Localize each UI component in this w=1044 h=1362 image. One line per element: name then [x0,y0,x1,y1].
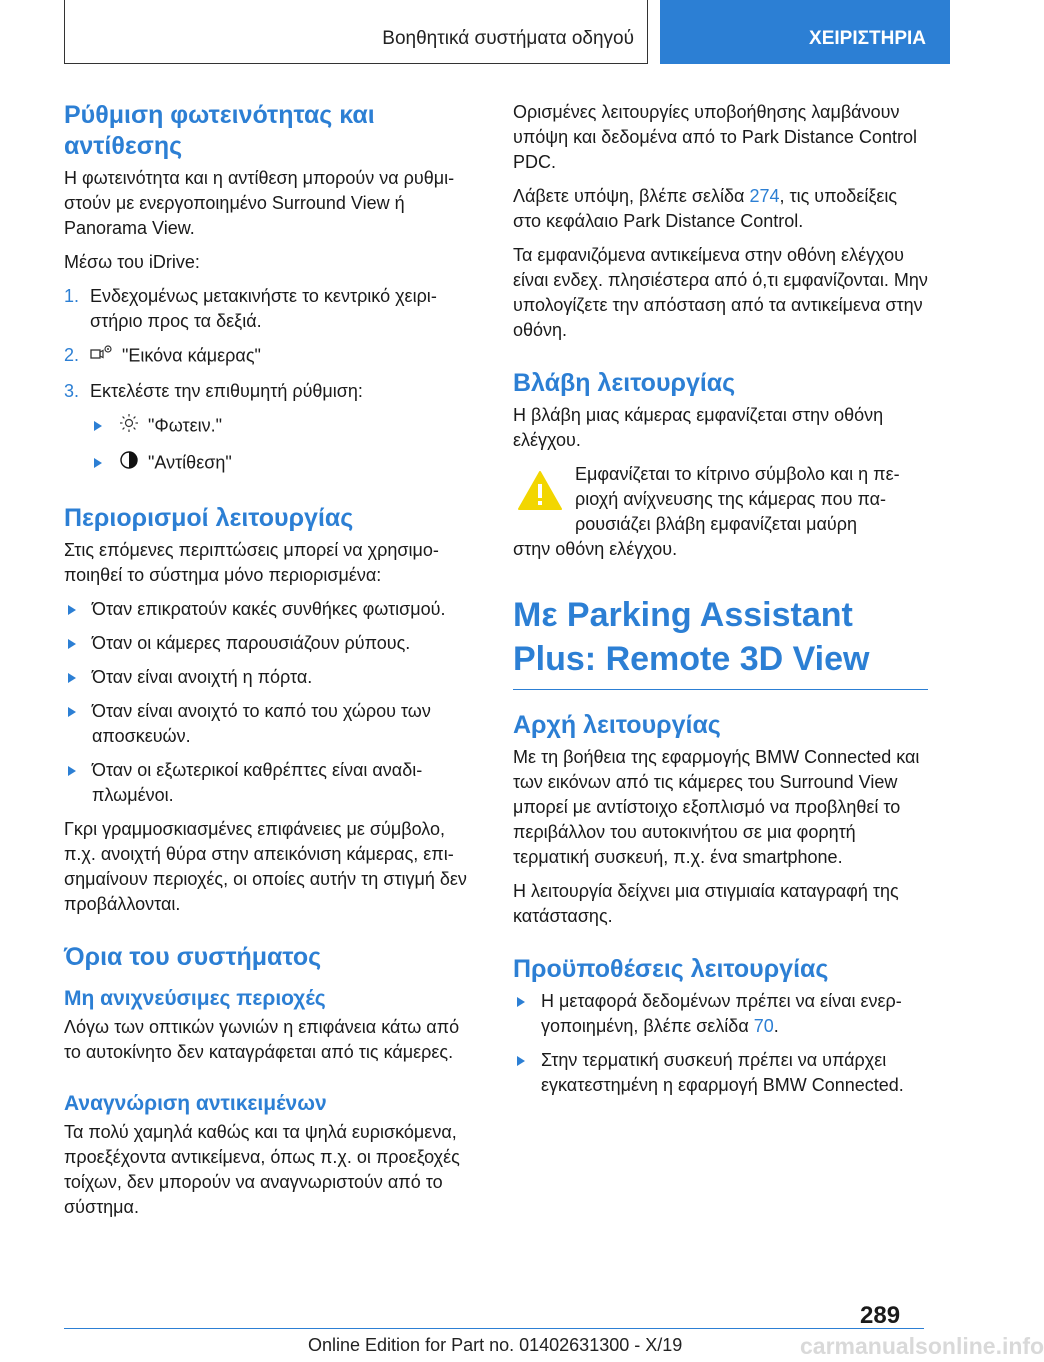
bullet-triangle-icon [68,605,76,615]
footer-edition: Online Edition for Part no. 01402631300 - X/19 [308,1335,683,1355]
list-item: Όταν οι εξωτερικοί καθρέπτες είναι αναδιπλωμένοι. [64,758,479,808]
step-text: Ενδεχομένως μετακινήστε το κεντρικό χειριστήριο προς τα δεξιά. [90,286,437,331]
warning-text: Εμφανίζεται το κίτρινο σύμβολο και η περιοχή ανίχνευσης της κάμερας που παρουσιάζει βλάβη εμφανίζεται μαύρη [575,464,900,534]
right-column [513,100,928,1107]
bullet-triangle-icon [94,421,102,431]
paragraph-malfunction: Η βλάβη μιας κάμερας εμφανίζεται στην οθόνη ελέγχου. [513,405,884,450]
substep-item [90,413,479,440]
bullet-triangle-icon [68,673,76,683]
heading-nondetectable-areas: Μη ανιχνεύσιμες περιοχές [64,987,326,1010]
paragraph-snapshot: Η λειτουργία δείχνει μια στιγμιαία καταγραφή της κατάστασης. [513,881,899,926]
prerequisites-list [513,989,928,1098]
heading-brightness-contrast: Ρύθμιση φωτεινότητας και αντίθεσης [64,101,375,160]
steps-list [64,284,479,404]
bullet-triangle-icon [68,639,76,649]
chapter-title: Βοηθητικά συστήματα οδηγού [382,28,634,49]
page-link-274[interactable]: 274 [749,186,780,206]
substep-item [90,450,479,477]
step-item [64,379,479,404]
heading-system-limits: Όρια του συστήματος [64,943,322,971]
heading-object-recognition: Αναγνώριση αντικειμένων [64,1092,327,1115]
bullet-triangle-icon [68,766,76,776]
paragraph-pdc-note: Λάβετε υπόψη, βλέπε σελίδα 274, τις υποδείξεις στο κεφάλαιο Park Distance Control. [513,186,898,231]
bullet-triangle-icon [94,458,102,468]
paragraph-object-recognition: Τα πολύ χαμηλά καθώς και τα ψηλά ευρισκόμενα, προεξέχοντα αντικείμενα, όπως π.χ. οι προεξοχές τοίχων, δεν μπορούν να αναγνωριστούν από το σύστημα. [64,1122,460,1217]
paragraph-principle: Με τη βοήθεια της εφαρμογής BMW Connected και των εικόνων από τις κάμερες του Surround View μπορεί με αντίστοιχο εξοπλισμό να προβληθεί το περιβάλλον του αυτοκινήτου σε μια φορητή τερματική συσκευή, π.χ. ένα smartphone. [513,747,920,867]
heading-remote-3d-view: Με Parking Assistant Plus: Remote 3D View [513,596,870,678]
camera-settings-icon [90,343,114,370]
sun-icon [118,413,140,440]
list-item: Όταν επικρατούν κακές συνθήκες φωτισμού. [64,597,479,622]
paragraph-nondetectable: Λόγω των οπτικών γωνιών η επιφάνεια κάτω από το αυτοκίνητο δεν καταγράφεται από τις κάμερες. [64,1017,460,1062]
paragraph-pdc: Ορισμένες λειτουργίες υποβοήθησης λαμβάνουν υπόψη και δεδομένα από το Park Distance Control PDC. [513,102,917,172]
list-item: Όταν οι κάμερες παρουσιάζουν ρύπους. [64,631,479,656]
list-item: Όταν είναι ανοιχτό το καπό του χώρου των αποσκευών. [64,699,479,749]
warning-note [513,462,928,562]
page-number: 289 [860,1302,901,1329]
section-tab[interactable]: ΧΕΙΡΙΣΤΗΡΙΑ [660,0,950,64]
list-item: Όταν είναι ανοιχτή η πόρτα. [64,665,479,690]
bullet-triangle-icon [517,1056,525,1066]
watermark-logo[interactable]: carmanualsonline.info [800,1333,1044,1359]
substeps-list [64,413,479,477]
paragraph-brightness: Η φωτεινότητα και η αντίθεση μπορούν να ρυθμιστούν με ενεργοποιημένο Surround View ή Panorama View. [64,168,455,238]
left-column [64,100,479,1229]
heading-prerequisites: Προϋποθέσεις λειτουργίας [513,955,829,983]
paragraph-via-idrive: Μέσω του iDrive: [64,252,200,272]
bullet-triangle-icon [68,707,76,717]
step-number: 1. [64,286,80,306]
heading-malfunction: Βλάβη λειτουργίας [513,369,736,397]
page-link-70[interactable]: 70 [753,1016,774,1036]
warning-triangle-icon [517,470,563,517]
step-item [64,284,479,334]
step-number: 2. [64,345,80,365]
paragraph-displayed-objects: Τα εμφανιζόμενα αντικείμενα στην οθόνη ελέγχου είναι ενδεχ. πλησιέστερα από ό,τι εμφανίζονται. Μην υπολογίζετε την απόσταση από τα αντικείμενα στην οθόνη. [513,245,928,340]
limits-list [64,597,479,808]
paragraph-grey-areas: Γκρι γραμμοσκιασμένες επιφάνειες με σύμβολο, π.χ. ανοιχτή θύρα στην απεικόνιση κάμερας, επισημαίνουν περιοχές, οι οποίες αυτήν τη στιγμή δεν προβάλλονται. [64,819,467,914]
paragraph-limits: Στις επόμενες περιπτώσεις μπορεί να χρησιμοποιηθεί το σύστημα μόνο περιορισμένα: [64,540,439,585]
bullet-triangle-icon [517,997,525,1007]
substep-text: "Αντίθεση" [148,452,232,473]
step-text: Εκτελέστε την επιθυμητή ρύθμιση: [90,381,363,401]
main-heading-block [513,593,928,690]
warning-text-tail: στην οθόνη ελέγχου. [513,539,678,559]
list-item: Η μεταφορά δεδομένων πρέπει να είναι ενεργοποιημένη, βλέπε σελίδα 70. [513,989,928,1039]
step-item [64,343,479,370]
contrast-icon [118,450,140,477]
heading-function-limits: Περιορισμοί λειτουργίας [64,504,354,532]
heading-principle: Αρχή λειτουργίας [513,711,721,739]
step-number: 3. [64,381,80,401]
substep-text: "Φωτειν." [148,415,223,436]
footer-divider [64,1328,924,1329]
list-item: Στην τερματική συσκευή πρέπει να υπάρχει εγκατεστημένη η εφαρμογή BMW Connected. [513,1048,928,1098]
step-text: "Εικόνα κάμερας" [122,345,261,366]
